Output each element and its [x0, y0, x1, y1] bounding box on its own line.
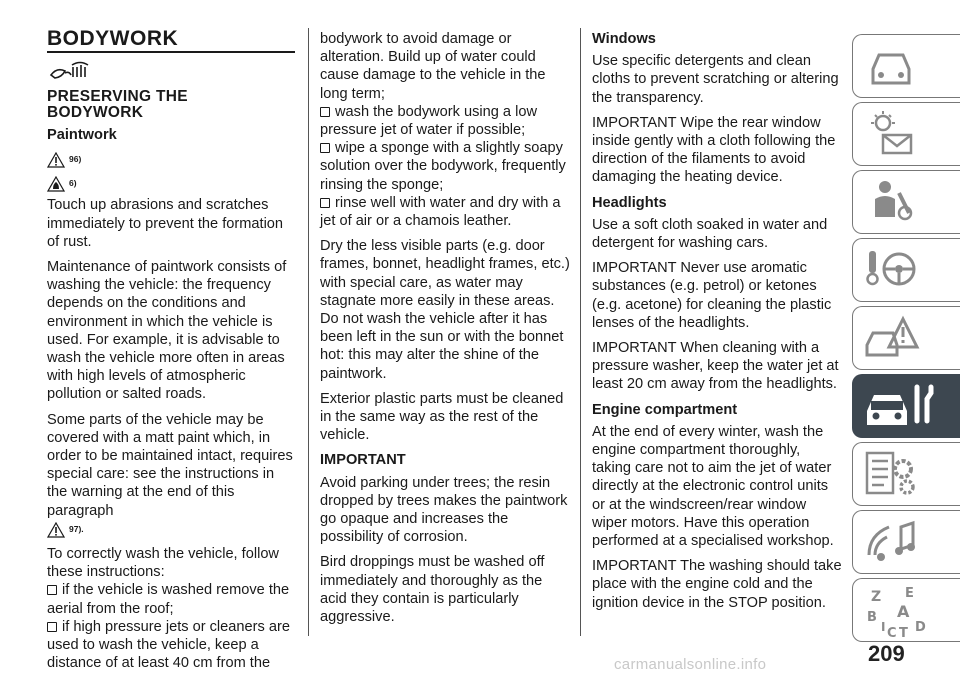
paragraph: IMPORTANT When cleaning with a pressure washer, keep the water jet at least 20 cm away from the headlights. [592, 340, 839, 393]
page-number: 209 [868, 641, 905, 666]
bullet-icon [47, 622, 57, 632]
warning-icon [47, 522, 65, 538]
bullet-icon [47, 585, 57, 595]
key-steering-wheel-icon [861, 243, 921, 297]
bullet-icon [320, 107, 330, 117]
car-front-icon [861, 39, 921, 93]
tab-starting-driving[interactable] [852, 238, 960, 302]
paragraph: bodywork to avoid damage or alteration. Build up of water could cause damage to the vehicle in the long term; [320, 31, 546, 102]
paragraph: Use specific detergents and clean cloths to prevent scratching or altering the transparency. [592, 53, 839, 106]
warning-icon [47, 152, 65, 168]
column-3 [592, 30, 842, 619]
paragraph: IMPORTANT Never use aromatic substances (e.g. petrol) or ketones (e.g. acetone) for cleaning the plastic lenses of the headlights. [592, 260, 832, 331]
watermark: carmanualsonline.info [614, 656, 767, 673]
paragraph: Bird droppings must be washed off immediately and thoroughly as the acid they contain is particularly aggressive. [320, 554, 545, 626]
seatbelt-airbag-icon [861, 175, 921, 229]
vehicle-care-icon [47, 59, 297, 83]
paragraph: To correctly wash the vehicle, follow these instructions: [47, 546, 279, 581]
bullet-icon [320, 198, 330, 208]
paragraph: Exterior plastic parts must be cleaned in the same way as the rest of the vehicle. [320, 390, 564, 444]
tab-in-emergency[interactable] [852, 306, 960, 370]
paragraph: Avoid parking under trees; the resin dropped by trees makes the paintwork go opaque and increases the possibility of corrosion. [320, 474, 568, 546]
list-item: if the vehicle is washed remove the aerial from the roof; [47, 582, 290, 617]
tab-safety[interactable] [852, 170, 960, 234]
list-item: if high pressure jets or cleaners are used to wash the vehicle, keep a distance of at least 40 cm from the [47, 618, 290, 672]
tab-instrument-panel[interactable] [852, 102, 960, 166]
paragraph: At the end of every winter, wash the engine compartment thoroughly, taking care not to aim the jet of water directly at the electronic control units or at the windscreen/rear window wiper motors. Have this operation performed at a specialised workshop. [592, 423, 834, 550]
index-letter: Z [871, 589, 882, 605]
caution-hand-icon [47, 176, 65, 192]
car-wrench-icon [861, 379, 945, 433]
list-item: rinse well with water and dry with a jet of air or a chamois leather. [320, 194, 561, 230]
paragraph: Some parts of the vehicle may be covered with a matt paint which, in order to be maintained intact, requires special care: see the instructions in the warning at the end of this paragraph 97). [47, 411, 297, 538]
warning-ref-96[interactable]: 96) [47, 148, 297, 168]
column-2 [320, 30, 570, 633]
specs-gears-icon [861, 447, 921, 501]
tab-servicing-care[interactable] [852, 374, 960, 438]
paragraph: Maintenance of paintwork consists of washing the vehicle: the frequency depends on the conditions and environment in which the vehicle is used. For example, it is advisable to wash the vehicle more often in areas with high levels of atmospheric pollution or salted roads. [47, 259, 287, 403]
index-letter: D [915, 620, 926, 635]
tab-technical-specifications[interactable] [852, 442, 960, 506]
paragraph: Dry the less visible parts (e.g. door frames, bonnet, headlight frames, etc.) with special care, as water may stagnate more easily in these areas. Do not wash the vehicle after it has been left in the sun or with the bonnet hot: this may alter the shine of the paintwork. [320, 238, 570, 382]
bullet-icon [320, 143, 330, 153]
heading-important: IMPORTANT [320, 452, 406, 469]
paragraph: Touch up abrasions and scratches immediately to prevent the formation of rust. [47, 197, 284, 250]
multimedia-icon [861, 515, 921, 569]
index-letter: A [897, 602, 910, 621]
column-divider-1 [308, 28, 309, 636]
paragraph: Use a soft cloth soaked in water and detergent for washing cars. [592, 216, 828, 252]
paragraph: IMPORTANT Wipe the rear window inside gently with a cloth following the direction of the filaments to avoid damaging the heating device. [592, 114, 836, 186]
list-item: wipe a sponge with a slightly soapy solution over the bodywork, frequently rinsing the sponge; [320, 140, 566, 193]
heading-windows: Windows [592, 31, 656, 47]
section-title: BODYWORK [47, 30, 295, 53]
index-letter: E [905, 586, 914, 601]
tab-index[interactable] [852, 578, 960, 642]
index-letter: I [881, 620, 886, 634]
caution-ref-6[interactable]: 6) [47, 172, 297, 192]
tab-getting-to-know-car[interactable] [852, 34, 960, 98]
column-divider-2 [580, 28, 581, 636]
heading-engine-compartment: Engine compartment [592, 401, 738, 418]
index-letter: T [899, 626, 908, 639]
tab-multimedia[interactable] [852, 510, 960, 574]
emergency-icon [861, 311, 921, 365]
index-letter: C [887, 626, 897, 639]
heading-headlights: Headlights [592, 194, 667, 211]
paragraph: IMPORTANT The washing should take place with the engine cold and the ignition device in the STOP position. [592, 558, 842, 611]
index-letters-icon [861, 583, 931, 639]
warning-ref-97[interactable]: 97). [47, 520, 84, 538]
warning-lights-icon [861, 107, 921, 161]
column-1 [47, 27, 297, 672]
list-item: wash the bodywork using a low pressure jet of water if possible; [320, 103, 537, 139]
heading-paintwork: Paintwork [47, 127, 117, 144]
index-letter: B [867, 610, 877, 625]
subsection-title: PRESERVING THE BODYWORK [47, 88, 188, 121]
